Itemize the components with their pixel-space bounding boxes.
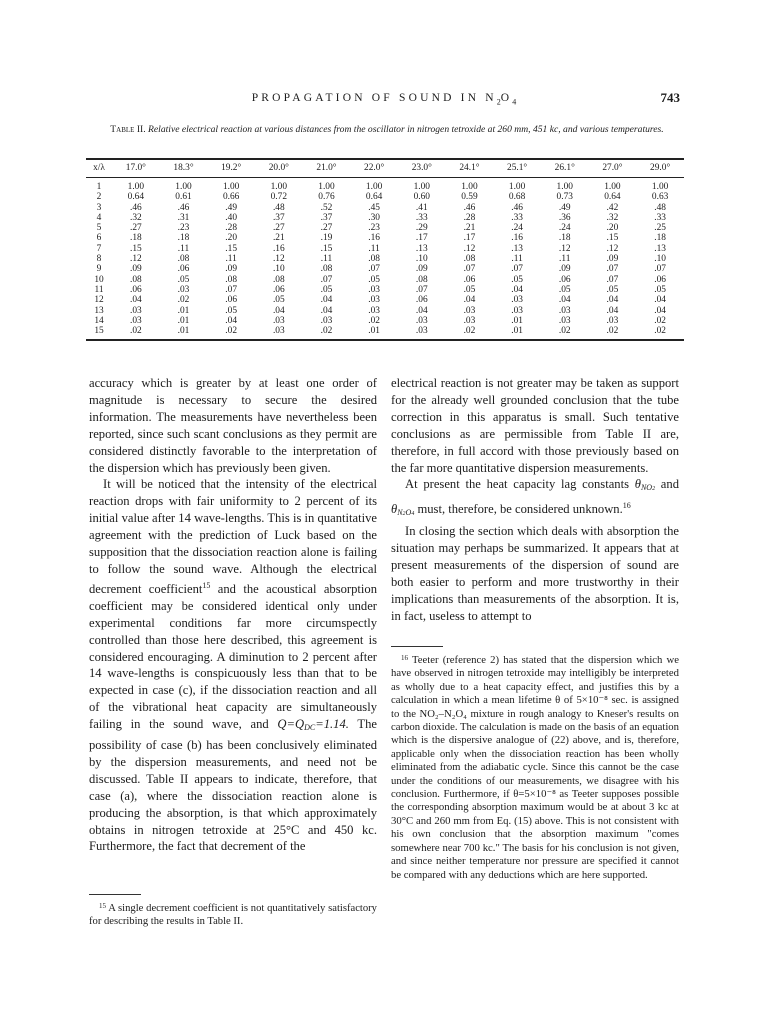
table-cell: .03 <box>255 326 303 340</box>
table-cell: .02 <box>303 326 351 340</box>
table-cell: .18 <box>558 233 571 244</box>
table-cell: .04 <box>606 305 619 316</box>
table-cell: .07 <box>463 264 476 275</box>
table-cell: .03 <box>558 305 571 316</box>
table-cell: .52 <box>320 202 333 213</box>
row-label: 14 <box>94 315 104 326</box>
footnote-16: $^{16}$ Teeter (reference 2) has stated that the dispersion which we have observed in nitrogen tetroxide may intelligibly be interpreted as wholly due to a heat capacity effect, and justifies this by a calculation in which a mean lifetime θ of 5×10⁻⁸ sec. is assigned to the NO₂–N₂O₄ mixture in rough analogy to Kneser's results on carbon dioxide. The calculation is made on the basis of an equation which is the dispersive analogue of (22) above, and is, therefore, applicable only when the dissociation reaction has been wholly eliminated from the adiabatic cycle. Since this cannot be the case under the conditions of our measurements, we disagree with his conclusion. Furthermore, if θ=5×10⁻⁸ as Teeter supposes possible the corresponding absorption maximum would be at about 3 kc at 30°C and 260 mm from Eq. (15) above. This is not consistent with his own conclusion that the absorption maximum "comes somewhere near 700 kc." The basis for his conclusion is not given, and since neither temperature nor pressure are specified it cannot be compared with any deductions which are here supported. <box>391 654 680 881</box>
table-cell: .04 <box>606 295 619 306</box>
table-cell: 0.64 <box>127 192 145 203</box>
column-header: 25.1° <box>493 159 541 178</box>
table-body <box>86 178 684 341</box>
table-cell: .04 <box>129 295 142 306</box>
column-header: 26.1° <box>541 159 589 178</box>
table-cell: .20 <box>225 233 237 244</box>
table-cell: .10 <box>415 254 428 265</box>
table-row <box>86 223 684 233</box>
row-label: 3 <box>96 202 102 213</box>
footnote-ref: 15 <box>202 580 211 590</box>
table-cell: .12 <box>606 243 619 254</box>
table-cell: .08 <box>272 274 285 285</box>
table-cell: .05 <box>511 274 523 285</box>
table-cell: .02 <box>589 326 637 340</box>
table-cell: 0.59 <box>461 192 478 203</box>
row-label: 1 <box>96 182 102 192</box>
row-label: 9 <box>96 264 102 275</box>
table-cell: .17 <box>415 233 428 244</box>
table-cell: .04 <box>320 305 333 316</box>
table-cell: .08 <box>463 254 476 265</box>
table-cell: .33 <box>415 212 428 223</box>
table-cell: .05 <box>368 274 380 285</box>
table-cell: .06 <box>272 284 285 295</box>
table-cell: .01 <box>350 326 398 340</box>
table-cell: .03 <box>398 326 446 340</box>
table-cell: .05 <box>558 284 571 295</box>
table-cell: .02 <box>636 326 684 340</box>
table-cell: .05 <box>606 284 619 295</box>
table-cell: .12 <box>272 254 285 265</box>
footnote-divider <box>89 894 141 895</box>
table-cell: 1.00 <box>222 182 240 192</box>
row-label: 10 <box>94 274 104 285</box>
running-head <box>0 92 768 108</box>
table-cell: 0.64 <box>604 192 621 203</box>
table-cell: .37 <box>320 212 333 223</box>
table-cell: .05 <box>463 284 476 295</box>
table-cell: 1.00 <box>604 182 621 192</box>
table-cell: .05 <box>272 295 285 306</box>
column-header: 23.0° <box>398 159 446 178</box>
row-label: 2 <box>96 192 102 203</box>
table-cell: .10 <box>654 254 666 265</box>
table-cell: .25 <box>654 223 666 234</box>
table-cell: .11 <box>559 254 571 265</box>
table-cell: 1.00 <box>270 182 287 192</box>
table-cell: .16 <box>368 233 380 244</box>
table-cell: .12 <box>463 243 476 254</box>
paragraph: In closing the section which deals with absorption the situation may perhaps be summarized. It appears that at present measurements of the dispersion of sound are both easier to perform and more trustworthy in their implications than measurements of the absorption. It is, in fact, useless to attempt to <box>391 524 679 623</box>
table-cell: .49 <box>558 202 571 213</box>
table-cell: .28 <box>463 212 476 223</box>
table-cell: 1.00 <box>413 182 430 192</box>
table-cell: 0.63 <box>651 192 669 203</box>
table-cell: .27 <box>129 223 142 234</box>
table-cell: 1.00 <box>556 182 573 192</box>
table-cell: .15 <box>606 233 619 244</box>
right-column <box>391 375 679 625</box>
paragraph: At present the heat capacity lag constants $\theta_{NO2}$ and $\theta_{N2O4}$ must, therefore, be considered unknown.$^{16}$ <box>391 477 679 518</box>
table-cell: .19 <box>320 233 333 244</box>
table-cell: .15 <box>225 243 237 254</box>
table-cell: .06 <box>654 274 666 285</box>
table-cell: .18 <box>654 233 666 244</box>
row-label: 7 <box>96 243 102 254</box>
column-header: 17.0° <box>112 159 160 178</box>
table-cell: .12 <box>558 243 571 254</box>
table-cell: .37 <box>272 212 285 223</box>
table-cell: .23 <box>368 223 380 234</box>
table-cell: .06 <box>177 264 190 275</box>
table-cell: .10 <box>272 264 285 275</box>
table-title: Relative electrical reaction at various distances from the oscillator in nitrogen tetroxide at 260 mm, 451 kc, and various temperatures. <box>148 124 664 135</box>
table-row <box>86 203 684 213</box>
table-cell: .03 <box>368 295 380 306</box>
table-cell: .16 <box>272 243 285 254</box>
table-cell: .02 <box>368 315 380 326</box>
table-label: Table II. <box>110 124 146 135</box>
table-cell: .29 <box>415 223 428 234</box>
table-cell: .05 <box>320 284 333 295</box>
table-cell: .09 <box>558 264 571 275</box>
table-cell: .33 <box>654 212 666 223</box>
table-cell: .01 <box>160 326 208 340</box>
table-cell: .07 <box>654 264 666 275</box>
table-cell: .27 <box>320 223 333 234</box>
table-cell: .08 <box>368 254 380 265</box>
table-cell: .27 <box>272 223 285 234</box>
table-cell: .06 <box>129 284 142 295</box>
table-cell: .41 <box>415 202 428 213</box>
table-cell: .01 <box>177 305 190 316</box>
table-cell: .03 <box>415 315 428 326</box>
table-cell: .24 <box>511 223 523 234</box>
table-cell: .18 <box>177 233 190 244</box>
table-cell: .32 <box>606 212 619 223</box>
table-cell: .48 <box>272 202 285 213</box>
table-cell: .03 <box>320 315 333 326</box>
table-cell: 1.00 <box>365 182 383 192</box>
table-cell: .13 <box>654 243 666 254</box>
table-row <box>86 233 684 243</box>
table-cell: .12 <box>129 254 142 265</box>
table-row <box>86 213 684 223</box>
table-cell: .01 <box>177 315 190 326</box>
table-cell: .01 <box>511 315 523 326</box>
table-row <box>86 244 684 254</box>
table-cell: .07 <box>225 284 237 295</box>
table-cell: .16 <box>511 233 523 244</box>
table-cell: .06 <box>225 295 237 306</box>
table-cell: .08 <box>415 274 428 285</box>
row-label: 15 <box>86 326 112 340</box>
table-cell: .06 <box>415 295 428 306</box>
table-cell: 0.72 <box>270 192 287 203</box>
table-cell: 0.64 <box>365 192 383 203</box>
table-cell: .04 <box>225 315 237 326</box>
table-cell: .40 <box>225 212 237 223</box>
table-cell: 1.00 <box>651 182 669 192</box>
table-cell: .02 <box>541 326 589 340</box>
table-cell: .04 <box>511 284 523 295</box>
table-cell: .04 <box>654 295 666 306</box>
table-cell: .04 <box>415 305 428 316</box>
table-cell: .20 <box>606 223 619 234</box>
row-header: x/λ <box>86 159 112 178</box>
table-cell: .18 <box>129 233 142 244</box>
table-cell: .03 <box>558 315 571 326</box>
table-cell: .42 <box>606 202 619 213</box>
symbol-theta-n2o4: $\theta_{N2O4}$ <box>391 502 415 518</box>
paragraph: It will be noticed that the intensity of the electrical reaction drops with fair uniformity to 2 percent of its initial value after 14 wave-lengths. This is in quantitative agreement with the prediction of Luck based on the supposition that the dissociation reaction alone is failing to follow the sound wave. Although the electrical decrement coefficient$^{15}$ and the acoustical absorption coefficient may be considered identical only under experimental conditions far more circumspectly controlled than those here described, this agreement is considered encouraging. A diminution to 2 percent after 14 wave-lengths is conspicuously less than that to be expected in case (c), if the dissociation reaction and all of the vibrational heat capacity are simultaneously failing in the sound wave, and $Q=Q_{DC}=1.14$. The possibility of case (b) has been conclusively eliminated by the dispersion measurements, and need not be discussed. Table II appears to indicate, therefore, that case (a), where the dissociation reaction alone is producing the absorption, is that which approximately obtains in nitrogen tetroxide at 25°C and 450 kc. Furthermore, the fact that decrement of the <box>89 477 377 854</box>
symbol-theta-no2: $\theta_{NO2}$ <box>634 477 656 493</box>
paragraph: accuracy which is greater by at least one order of magnitude is necessary to secure the desired information. The measurements have nevertheless been reported, since such scant conclusions as they permit are considered distinctly favorable to the interpretation of the dispersion which has previously been given. <box>89 376 377 475</box>
table-cell: .09 <box>225 264 237 275</box>
row-label: 12 <box>94 295 104 306</box>
page-number: 743 <box>660 90 680 105</box>
footnote-divider <box>391 646 443 647</box>
table-cell: .07 <box>606 274 619 285</box>
table-row <box>86 254 684 264</box>
table-cell: .11 <box>511 254 523 265</box>
table-cell: .21 <box>272 233 285 244</box>
table-cell: .08 <box>129 274 142 285</box>
table-cell: .07 <box>511 264 523 275</box>
column-header: 22.0° <box>350 159 398 178</box>
table-cell: .03 <box>463 305 476 316</box>
table-cell: .06 <box>558 274 571 285</box>
table-cell: .01 <box>493 326 541 340</box>
paragraph: electrical reaction is not greater may be taken as support for the already well grounded conclusion that the tube correction in this apparatus is small. Such tentative conclusions as are permissible from Table II are, therefore, in full accord with those previously based on the far more quantitative dispersion measurements. <box>391 376 679 475</box>
table-cell: .11 <box>320 254 333 265</box>
table-cell: .24 <box>558 223 571 234</box>
table-cell: .05 <box>654 284 666 295</box>
row-label: 4 <box>96 212 102 223</box>
table-cell: .02 <box>446 326 494 340</box>
table-cell: .03 <box>368 305 380 316</box>
table-cell: .15 <box>129 243 142 254</box>
table-cell: .09 <box>606 254 619 265</box>
table-cell: .46 <box>511 202 523 213</box>
table-cell: .15 <box>320 243 333 254</box>
table-cell: 1.00 <box>508 182 526 192</box>
table-cell: .46 <box>463 202 476 213</box>
table-cell: .08 <box>177 254 190 265</box>
column-header: 24.1° <box>446 159 494 178</box>
table-cell: .03 <box>606 315 619 326</box>
table-cell: .07 <box>415 284 428 295</box>
table-cell: .45 <box>368 202 380 213</box>
table-cell: .28 <box>225 223 237 234</box>
table-cell: .11 <box>368 243 380 254</box>
table-row <box>86 192 684 202</box>
table-cell: .32 <box>129 212 142 223</box>
table-cell: .48 <box>654 202 666 213</box>
table-row <box>86 316 684 326</box>
table-cell: .09 <box>415 264 428 275</box>
table-cell: .04 <box>320 295 333 306</box>
table-cell: .05 <box>225 305 237 316</box>
table-cell: 1.00 <box>461 182 478 192</box>
table-cell: .08 <box>320 264 333 275</box>
table-cell: .30 <box>368 212 380 223</box>
column-header: 20.0° <box>255 159 303 178</box>
table-cell: .07 <box>606 264 619 275</box>
table-row <box>86 306 684 316</box>
table-cell: .04 <box>272 305 285 316</box>
table-row <box>86 295 684 305</box>
table-cell: .46 <box>177 202 190 213</box>
table-row <box>86 326 684 340</box>
table-cell: .11 <box>225 254 237 265</box>
table-cell: .31 <box>177 212 190 223</box>
table-cell: .09 <box>129 264 142 275</box>
table-header-row <box>86 159 684 178</box>
table-cell: .04 <box>463 295 476 306</box>
column-header: 29.0° <box>636 159 684 178</box>
table-cell: .03 <box>463 315 476 326</box>
table-cell: .13 <box>511 243 523 254</box>
table-cell: .03 <box>129 305 142 316</box>
table-cell: .23 <box>177 223 190 234</box>
table-cell: .03 <box>368 284 380 295</box>
table-cell: .17 <box>463 233 476 244</box>
table-cell: 0.73 <box>556 192 573 203</box>
table-cell: .08 <box>225 274 237 285</box>
table-cell: 0.68 <box>508 192 526 203</box>
equation: $Q=Q_{DC}=1.14$. <box>277 717 349 733</box>
table-cell: .02 <box>112 326 160 340</box>
table-cell: .21 <box>463 223 476 234</box>
table-row <box>86 178 684 193</box>
table-cell: 0.66 <box>222 192 240 203</box>
column-header: 27.0° <box>589 159 637 178</box>
table-cell: 1.00 <box>127 182 145 192</box>
table-row <box>86 264 684 274</box>
table-cell: .04 <box>654 305 666 316</box>
table-cell: .02 <box>177 295 190 306</box>
footnote-15: $^{15}$ A single decrement coefficient is not quantitatively satisfactory for describing the results in Table II. <box>89 902 377 928</box>
table-cell: .06 <box>463 274 476 285</box>
row-label: 8 <box>96 254 102 265</box>
table-cell: .49 <box>225 202 237 213</box>
row-label: 5 <box>96 223 102 234</box>
row-label: 13 <box>94 305 104 316</box>
table-cell: .02 <box>207 326 255 340</box>
table-cell: .46 <box>129 202 142 213</box>
table-cell: .07 <box>368 264 380 275</box>
column-header: 19.2° <box>207 159 255 178</box>
row-label: 11 <box>94 284 104 295</box>
table-row <box>86 285 684 295</box>
table-cell: 0.60 <box>413 192 430 203</box>
table-cell: .02 <box>654 315 666 326</box>
data-table <box>86 158 684 341</box>
table-cell: .07 <box>320 274 333 285</box>
table-caption <box>92 123 682 136</box>
table-row <box>86 275 684 285</box>
table-cell: 1.00 <box>175 182 192 192</box>
table-cell: .03 <box>511 305 523 316</box>
left-column <box>89 375 377 855</box>
table-cell: .13 <box>415 243 428 254</box>
table-cell: .11 <box>177 243 190 254</box>
table-cell: .03 <box>129 315 142 326</box>
table-cell: 0.61 <box>175 192 192 203</box>
running-title: PROPAGATION OF SOUND IN $N_2O_4$ <box>251 92 517 107</box>
table-cell: .04 <box>558 295 571 306</box>
column-header: 21.0° <box>303 159 351 178</box>
table-cell: .36 <box>558 212 571 223</box>
table-cell: 0.76 <box>318 192 335 203</box>
row-label: 6 <box>96 233 102 244</box>
table-cell: .05 <box>177 274 190 285</box>
table-cell: .33 <box>511 212 523 223</box>
table-cell: 1.00 <box>318 182 335 192</box>
table-cell: .03 <box>177 284 190 295</box>
table-cell: .03 <box>511 295 523 306</box>
column-header: 18.3° <box>160 159 208 178</box>
table-cell: .03 <box>272 315 285 326</box>
footnote-ref: 16 <box>622 501 631 511</box>
